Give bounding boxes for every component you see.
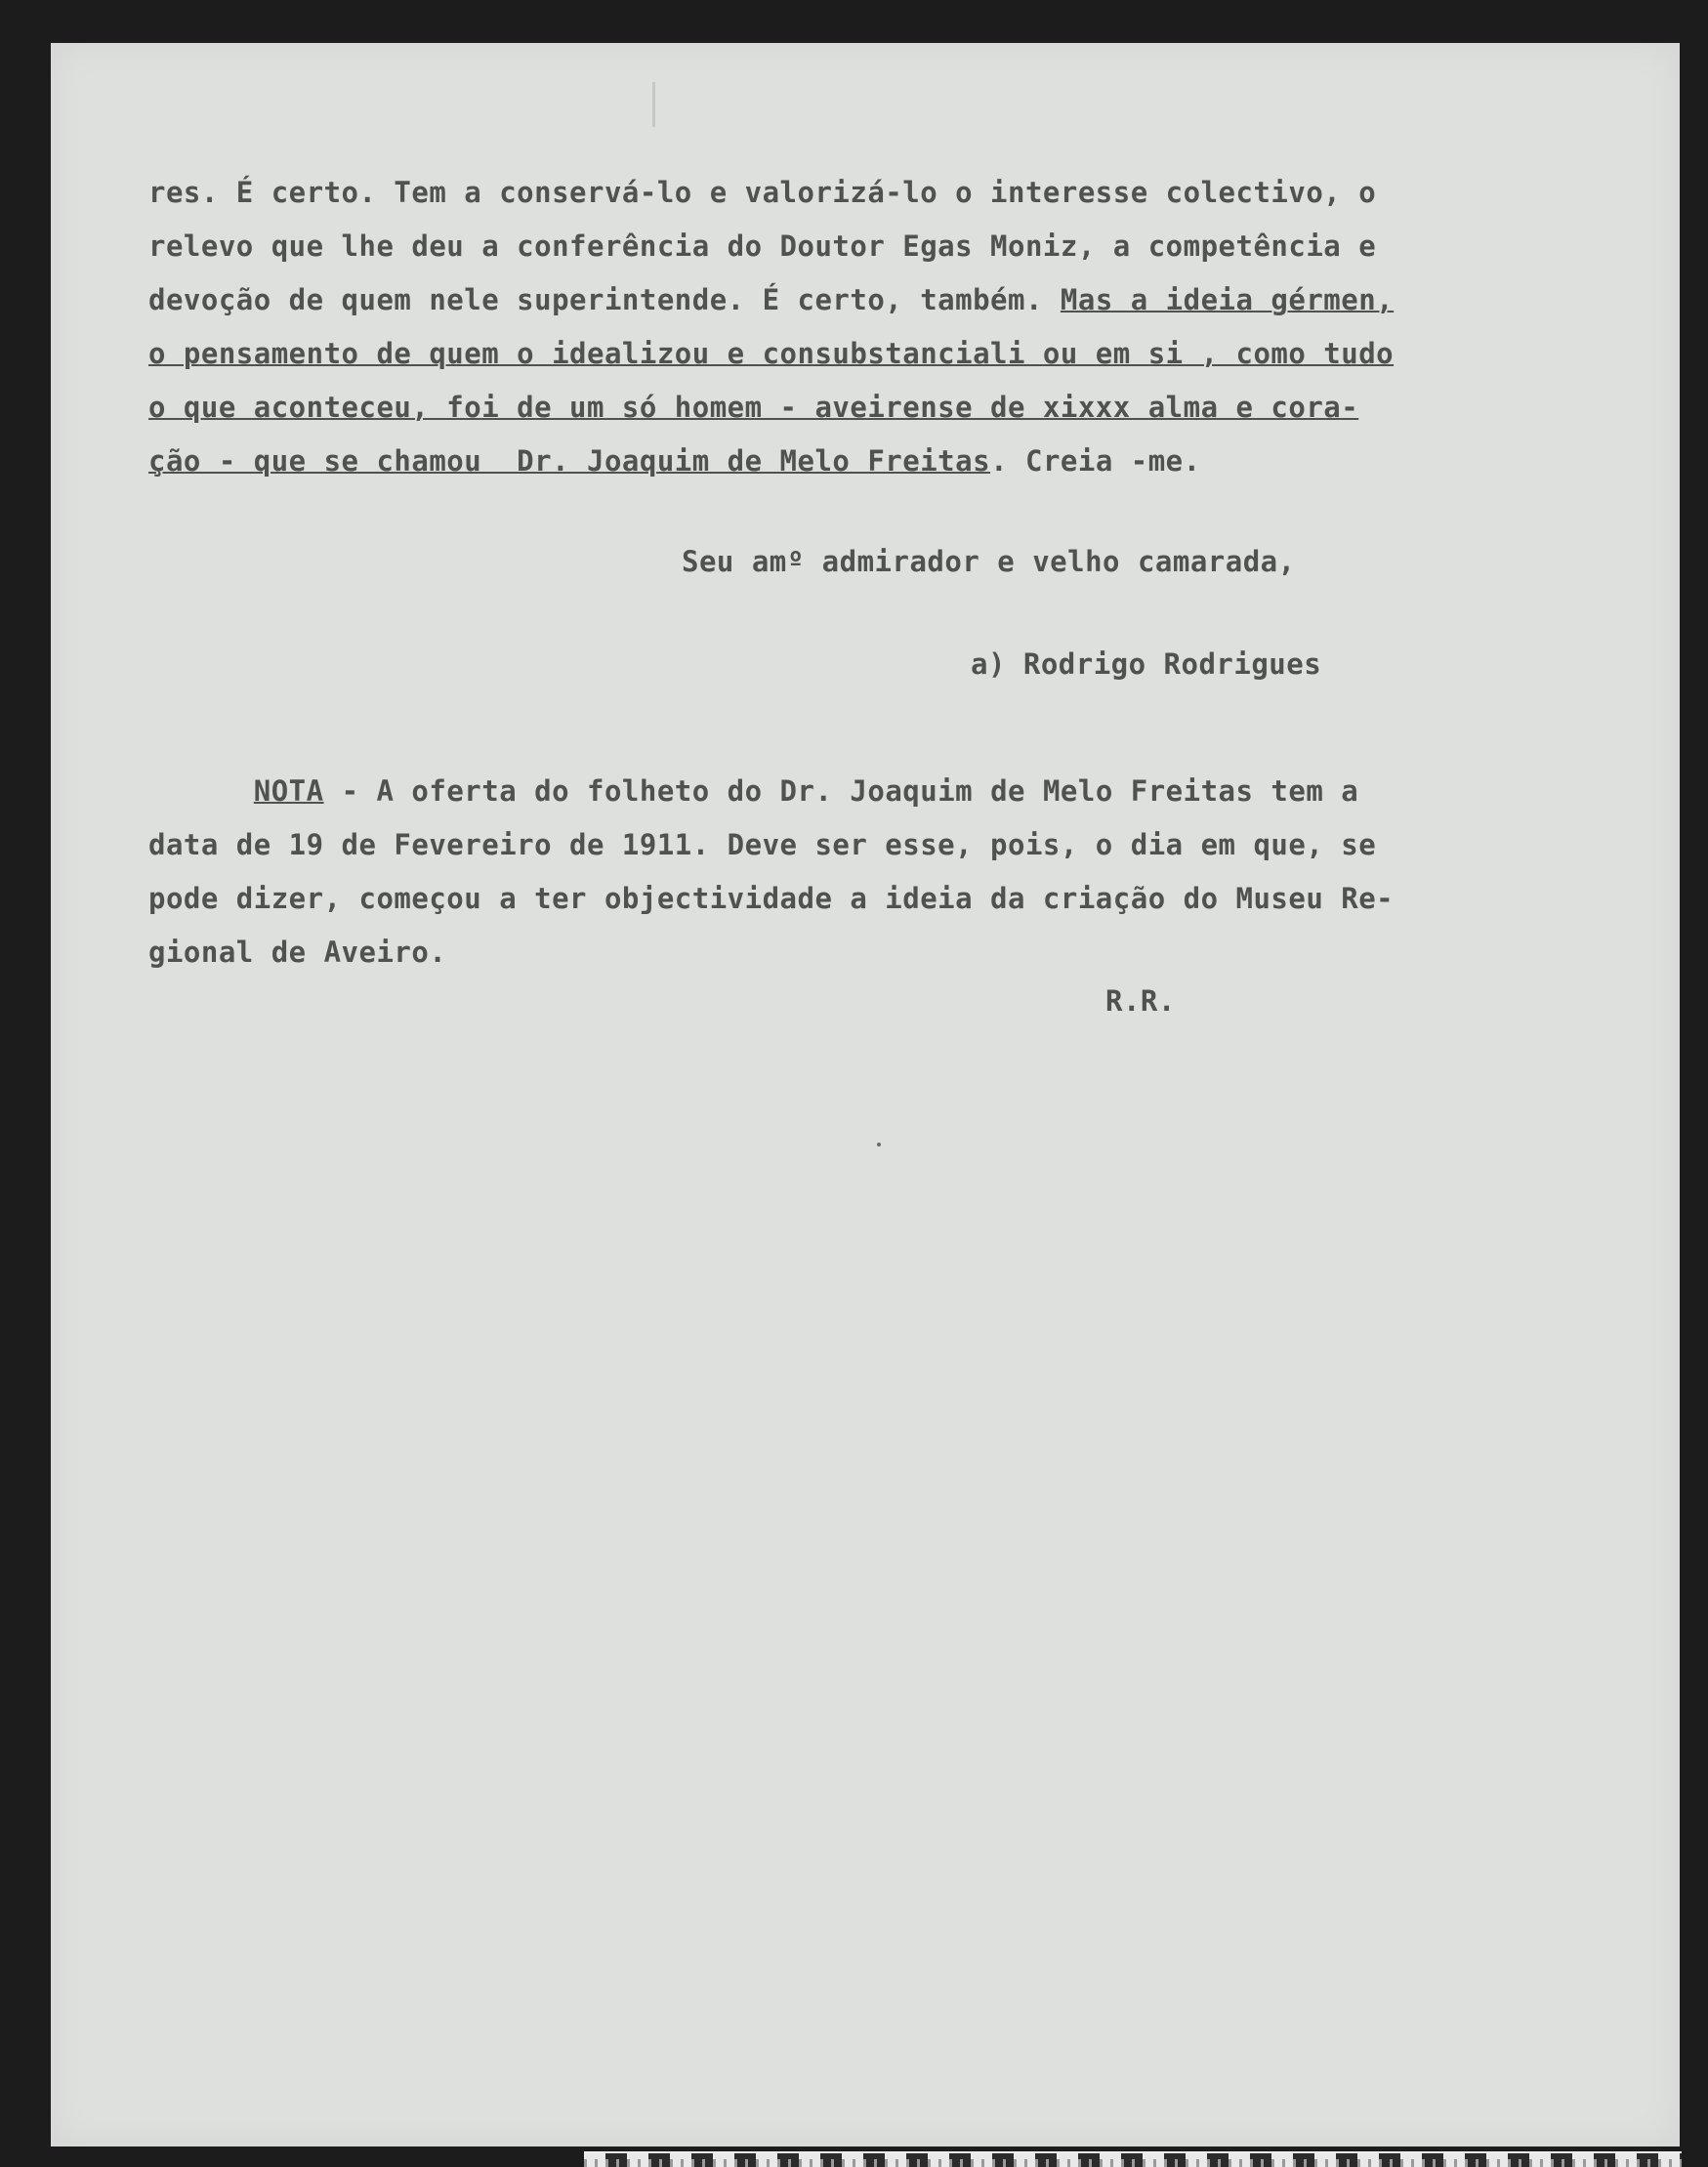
letter-line-5: o que aconteceu, foi de um só homem - aveirense de xixxx alma e cora- [148,391,1359,424]
note-line-2: data de 19 de Fevereiro de 1911. Deve ser esse, pois, o dia em que, se [148,828,1377,861]
scale-ruler-ticks [584,2159,1682,2167]
letter-line-4: o pensamento de quem o idealizou e consubstanciali ou em si , como tudo [148,337,1395,370]
letter-line-6-underlined: ção - que se chamou Dr. Joaquim de Melo Freitas [148,444,991,478]
note-line-1 [148,774,1574,808]
note-line-3: pode dizer, começou a ter objectividade a ideia da criação do Museu Re- [148,882,1395,915]
note-line-1-rest: - A oferta do folheto do Dr. Joaquim de Melo Freitas tem a [323,774,1359,808]
note-initials: R.R. [1105,984,1176,1018]
ink-dot [877,1143,881,1146]
letter-line-6 [148,444,1574,478]
salutation: Seu amº admirador e velho camarada, [682,545,1296,578]
letter-line-3-underlined: Mas a ideia gérmen, [1060,283,1395,316]
signature: a) Rodrigo Rodrigues [971,647,1322,681]
pencil-mark [652,82,655,127]
letter-line-6-plain: . Creia -me. [990,444,1201,478]
letter-line-3 [148,283,1574,316]
letter-line-1: res. É certo. Tem a conservá-lo e valorizá-lo o interesse colectivo, o [148,176,1377,209]
note-line-4: gional de Aveiro. [148,936,447,969]
letter-line-2: relevo que lhe deu a conferência do Doutor Egas Moniz, a competência e [148,229,1377,263]
note-label: NOTA [253,774,324,808]
letter-line-3-plain: devoção de quem nele superintende. É certo, também. [148,283,1061,316]
